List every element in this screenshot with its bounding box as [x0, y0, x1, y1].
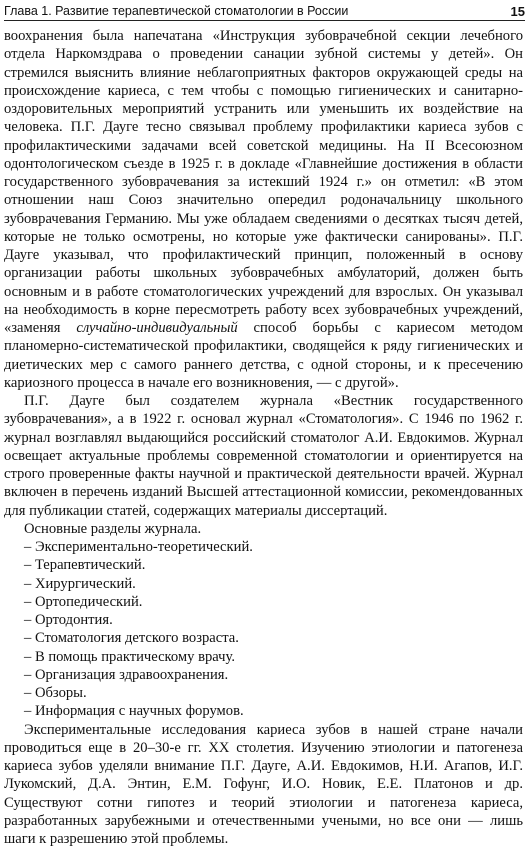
- list-item: – Обзоры.: [4, 684, 523, 702]
- list-item: – Ортодонтия.: [4, 611, 523, 629]
- list-item: – Стоматология детского возраста.: [4, 629, 523, 647]
- list-item: – Ортопедический.: [4, 593, 523, 611]
- paragraph: П.Г. Дауге был создателем журнала «Вестник государственного зубоврачевания», а в 1922 г. основал журнал «Стоматология». С 1946 по 1962 г. журнал возглавлял выдающийся российский стоматолог А.И. Евдокимов. Журнал освещает актуальные проблемы современной стоматологии и ориентируется на строго проверенные факты научной и практической деятельности врачей. Журнал включен в перечень изданий Высшей аттестационной комиссии, рекомендованных для публикации статей, содержащих материалы диссертаций.: [4, 392, 523, 520]
- paragraph: [4, 27, 523, 392]
- italic-phrase: случайно-индивидуальный: [76, 320, 237, 336]
- list-item: – Информация с научных форумов.: [4, 702, 523, 720]
- list-item: – Хирургический.: [4, 575, 523, 593]
- list-item: – Организация здравоохранения.: [4, 666, 523, 684]
- body-text: [4, 27, 523, 848]
- list-item: – Экспериментально-теоретический.: [4, 538, 523, 556]
- paragraph-text: воохранения была напечатана «Инструкция зубоврачебной секции лечебного отдела Наркомздрава о проведении санации зубной системы у детей». Он стремился выяснить влияние неблагоприятных факторов окружающей среды на происхождение кариеса, с тем чтобы с помощью гигиенических и санитарно-оздоровительных мероприятий устранить или уменьшить их воздействие на человека. П.Г. Дауге тесно связывал проблему профилактики кариеса зубов с профилактическими задачами всей советской медицины. На II Всесоюзном одонтологическом съезде в 1925 г. в докладе «Главнейшие достижения в области государственного зубоврачевания за истекший 1924 г.» он отметил: «В этом отношении наш Союз значительно опередил родоначальницу школьного зубоврачевания Германию. Мы уже обладаем сведениями о десятках тысяч детей, которые не только осмотрены, но которые уже фактически санированы». П.Г. Дауге указывал, что профилактический принцип, положенный в основу организации работы школьных зубоврачебных амбулаторий, должен быть основным и в работе стоматологических учреждений для взрослых. Он указывал на необходимость в корне пересмотреть работу всех зубоврачебных учреждений, «заменяя: [4, 28, 523, 336]
- list-item: – Терапевтический.: [4, 556, 523, 574]
- running-head: [4, 2, 525, 21]
- paragraph-text: способ борьбы с кариесом методом планомерно-систематической профилактики, сводящейся к ряду гигиенических и диетических мер с самого раннего детства, с одной стороны, и к пресечению кариозного процесса в начале его возникновения, — с другой».: [4, 320, 523, 391]
- list-item: – В помощь практическому врачу.: [4, 648, 523, 666]
- page-number: 15: [511, 4, 525, 19]
- paragraph: Основные разделы журнала.: [4, 520, 523, 538]
- chapter-title: Глава 1. Развитие терапевтической стоматологии в России: [4, 4, 348, 18]
- paragraph: Экспериментальные исследования кариеса зубов в нашей стране начали проводиться еще в 20–30-е гг. XX столетия. Изучению этиологии и патогенеза кариеса зубов уделяли внимание П.Г. Дауге, А.И. Евдокимов, Н.И. Агапов, И.Г. Лукомский, Д.А. Энтин, Е.М. Гофунг, И.О. Новик, Е.Е. Платонов и др. Существуют сотни гипотез и теорий этиологии и патогенеза кариеса, разработанных зарубежными и отечественными учеными, но все они — лишь шаги к разрешению этой проблемы.: [4, 721, 523, 848]
- journal-sections-list: [4, 538, 523, 721]
